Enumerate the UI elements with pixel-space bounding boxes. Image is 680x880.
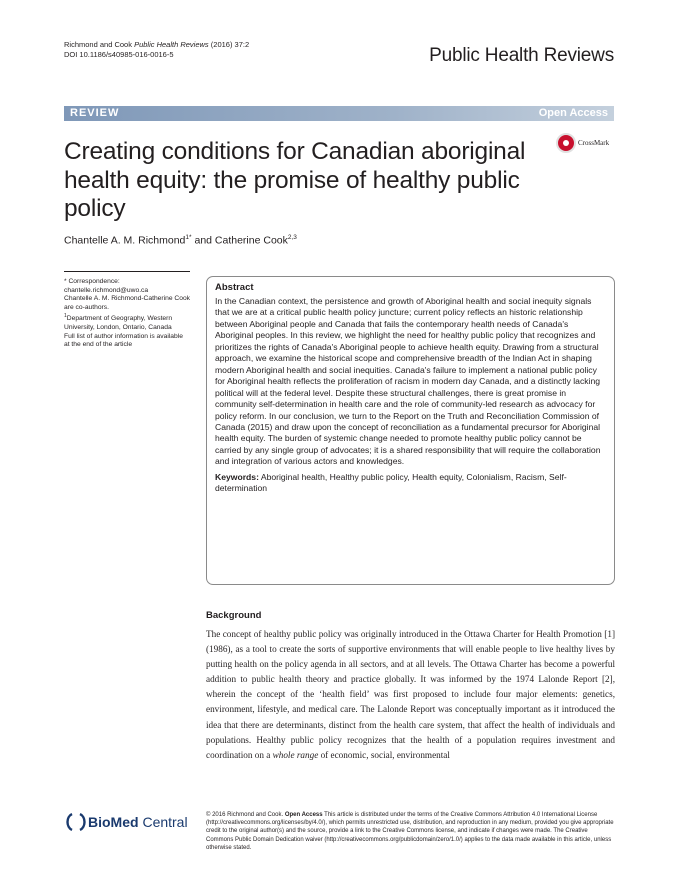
review-label: REVIEW <box>70 107 120 119</box>
keywords <box>215 472 606 495</box>
citation-volume: (2016) 37:2 <box>208 40 250 49</box>
abstract-box <box>206 276 615 585</box>
author-list <box>64 234 297 247</box>
bmc-bracket-icon <box>64 813 88 831</box>
article-type-band <box>64 106 614 121</box>
affiliation-number: 1 <box>64 313 67 320</box>
full-author-info-note: Full list of author information is available at the end of the article <box>64 332 183 349</box>
background-paragraph <box>206 627 615 763</box>
biomed-central-logo[interactable] <box>64 813 188 831</box>
abstract-text: In the Canadian context, the persistence and growth of Aboriginal health and social inequity signals that we are at a critical public health policy juncture; current policy reflects an historic relationship between Aboriginal people and Canada that fails the contemporary health needs of Canada's Aboriginal peoples. In this review, we highlight the need for healthy public policy that recognizes and prioritizes the rights of Canada's Aboriginal people to achieve health equity. Drawing from a structural approach, we examine the historical scope and comprehensive breadth of the Indian Act in shaping modern Aboriginal health and social inequities. Canada's failure to implement a national public policy for Aboriginal health reflects the proliferation of racism in modern day Canada, and a distinctly lacking political will at the federal level. Despite these structural challenges, there is great promise in community self-determination in health care and the role of community-led research as advocacy for policy reform. In our conclusion, we turn to the Report on the Truth and Reconciliation Commission of Canada (2015) and draw upon the concept of reconciliation as a fundamental precursor for Aboriginal health equity. The burden of systemic change needed to promote healthy public policy cannot be carried by any single group of advocates; it is a shared responsibility that will require the collaboration and integration of various actors and knowledges. <box>215 296 601 467</box>
background-text-emphasis: whole range <box>272 749 319 760</box>
citation-block <box>64 40 249 60</box>
crossmark-icon <box>556 133 576 153</box>
crossmark-label: CrossMark <box>578 139 610 147</box>
keywords-label: Keywords: <box>215 471 259 482</box>
keywords-list: Aboriginal health, Healthy public policy, Health equity, Colonialism, Racism, Self-determination <box>215 471 567 494</box>
author-2-affil: 2,3 <box>287 234 297 241</box>
citation-line <box>64 40 249 50</box>
correspondence-sidebar <box>64 278 190 350</box>
bmc-wordmark <box>88 814 188 830</box>
license-text: This article is distributed under the terms of the Creative Commons Attribution 4.0 International License (http://creativecommons.org/licenses/by/4.0/), which permits unrestricted use, distribution, and reproduction in any medium, provided you give appropriate credit to the original author(s) and the source, provide a link to the Creative Commons license, and indicate if changes were made. The Creative Commons Public Domain Dedication waiver (http://creativecommons.org/publicdomain/zero/1.0/) applies to the data made available in this article, unless otherwise stated. <box>206 812 614 851</box>
affiliation-text: Department of Geography, Western University, London, Ontario, Canada <box>64 315 173 332</box>
license-open-access: Open Access <box>284 812 323 818</box>
background-heading: Background <box>206 610 262 621</box>
abstract-heading: Abstract <box>215 282 254 293</box>
author-1[interactable]: Chantelle A. M. Richmond <box>64 234 186 247</box>
article-title: Creating conditions for Canadian aboriginal health equity: the promise of healthy public policy <box>64 138 526 222</box>
crossmark-badge[interactable] <box>556 133 609 153</box>
correspondence-email[interactable]: chantelle.richmond@uwo.ca <box>64 286 149 294</box>
background-text-1: The concept of healthy public policy was originally introduced in the Ottawa Charter for Health Promotion [1] (1986), as a tool to create the sorts of supportive environments that will enable people to live healthy lives by putting health on the policy agenda in all sectors, and at all levels. The Ottawa Charter has become a powerful addition to public health theory and practice globally. It was informed by the 1974 Lalonde Report [2], wherein the concept of the ‘health field’ was first proposed to include four major elements: genetics, environment, lifestyle, and medical care. The Lalonde Report was conceptually important as it introduced the idea that there are determinants, distinct from the health care system, that affect the health of individuals and populations. Healthy public policy recognizes that the health of a population requires investment and coordination on a <box>206 629 615 760</box>
license-statement <box>206 811 616 852</box>
coauthor-note: Chantelle A. M. Richmond-Catherine Cook are co-authors. <box>64 295 191 311</box>
license-copyright: © 2016 Richmond and Cook. <box>206 812 285 818</box>
correspondence-label: * Correspondence: <box>64 278 120 285</box>
affiliation <box>64 312 190 332</box>
author-2[interactable]: and Catherine Cook <box>191 234 288 247</box>
doi[interactable]: DOI 10.1186/s40985-016-0016-5 <box>64 50 174 59</box>
journal-name: Public Health Reviews <box>429 45 614 66</box>
sidebar-divider <box>64 271 190 272</box>
author-1-affil: 1* <box>185 234 192 241</box>
bmc-bio: BioMed <box>88 814 139 830</box>
open-access-label: Open Access <box>538 107 608 119</box>
bmc-central: Central <box>138 814 188 830</box>
citation-journal: Public Health Reviews <box>134 40 209 49</box>
citation-authors: Richmond and Cook <box>64 40 132 49</box>
background-text-2: of economic, social, environmental <box>318 749 450 760</box>
